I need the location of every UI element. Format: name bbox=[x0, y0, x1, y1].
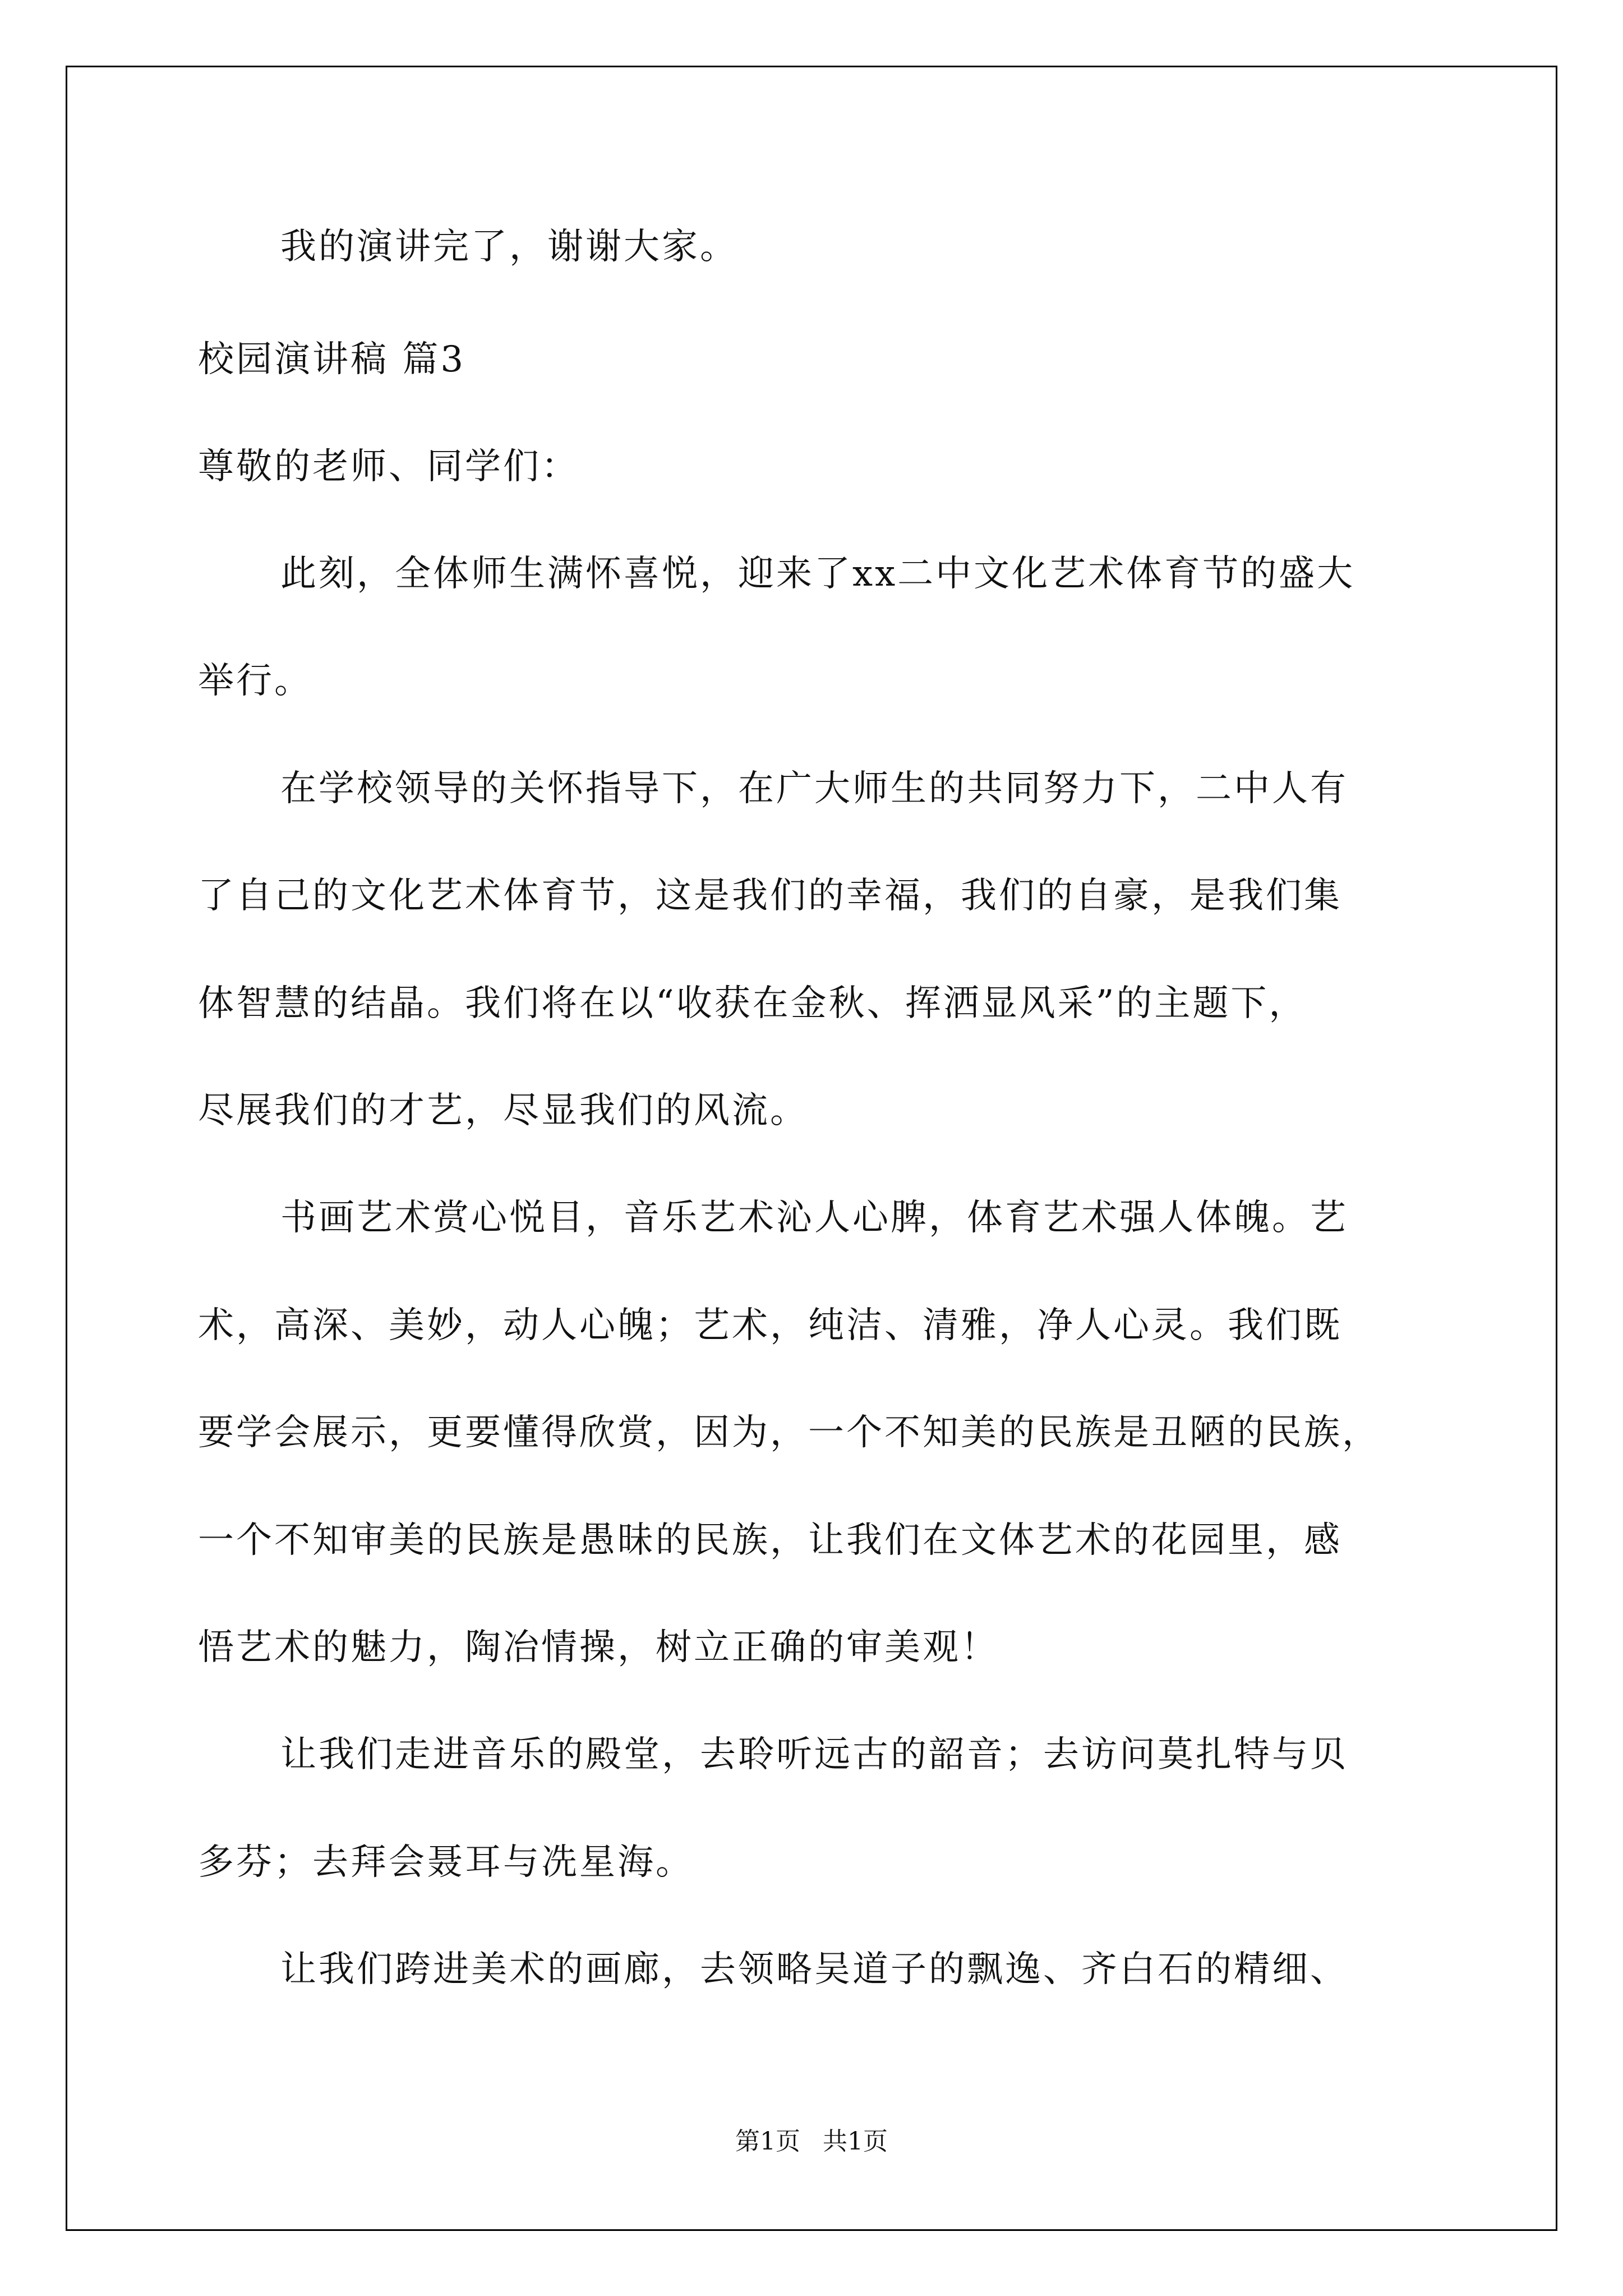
page-border bbox=[66, 66, 1557, 2231]
closing-line: 我的演讲完了，谢谢大家。 bbox=[280, 226, 738, 268]
page-footer bbox=[0, 2126, 1623, 2157]
paragraph-3-line-3: 要学会展示，更要懂得欣赏，因为，一个不知美的民族是丑陋的民族， bbox=[198, 1412, 1380, 1453]
section-heading: 校园演讲稿 篇3 bbox=[198, 339, 466, 380]
paragraph-1-line-2: 举行。 bbox=[198, 660, 312, 702]
paragraph-5-line-1: 让我们跨进美术的画廊，去领略吴道子的飘逸、齐白石的精细、 bbox=[280, 1949, 1348, 1990]
paragraph-3-line-1: 书画艺术赏心悦目，音乐艺术沁人心脾，体育艺术强人体魄。艺 bbox=[280, 1197, 1348, 1239]
paragraph-3-line-5: 悟艺术的魅力，陶冶情操，树立正确的审美观！ bbox=[198, 1627, 999, 1668]
paragraph-2-line-2: 了自己的文化艺术体育节，这是我们的幸福，我们的自豪，是我们集 bbox=[198, 875, 1342, 917]
paragraph-4-line-2: 多芬；去拜会聂耳与冼星海。 bbox=[198, 1842, 694, 1883]
paragraph-3-line-2: 术，高深、美妙，动人心魄；艺术，纯洁、清雅，净人心灵。我们既 bbox=[198, 1305, 1342, 1346]
page-total: 共1页 bbox=[823, 2127, 888, 2156]
salutation: 尊敬的老师、同学们： bbox=[198, 446, 579, 487]
page-number: 第1页 bbox=[735, 2127, 800, 2156]
paragraph-2-line-4: 尽展我们的才艺，尽显我们的风流。 bbox=[198, 1090, 808, 1131]
paragraph-3-line-4: 一个不知审美的民族是愚昧的民族，让我们在文体艺术的花园里，感 bbox=[198, 1520, 1342, 1561]
paragraph-4-line-1: 让我们走进音乐的殿堂，去聆听远古的韶音；去访问莫扎特与贝 bbox=[280, 1734, 1348, 1775]
paragraph-2-line-3: 体智慧的结晶。我们将在以“收获在金秋、挥洒显风采”的主题下， bbox=[198, 983, 1307, 1024]
paragraph-2-line-1: 在学校领导的关怀指导下，在广大师生的共同努力下，二中人有 bbox=[280, 768, 1348, 809]
paragraph-1-line-1: 此刻，全体师生满怀喜悦，迎来了xx二中文化艺术体育节的盛大 bbox=[280, 553, 1355, 595]
